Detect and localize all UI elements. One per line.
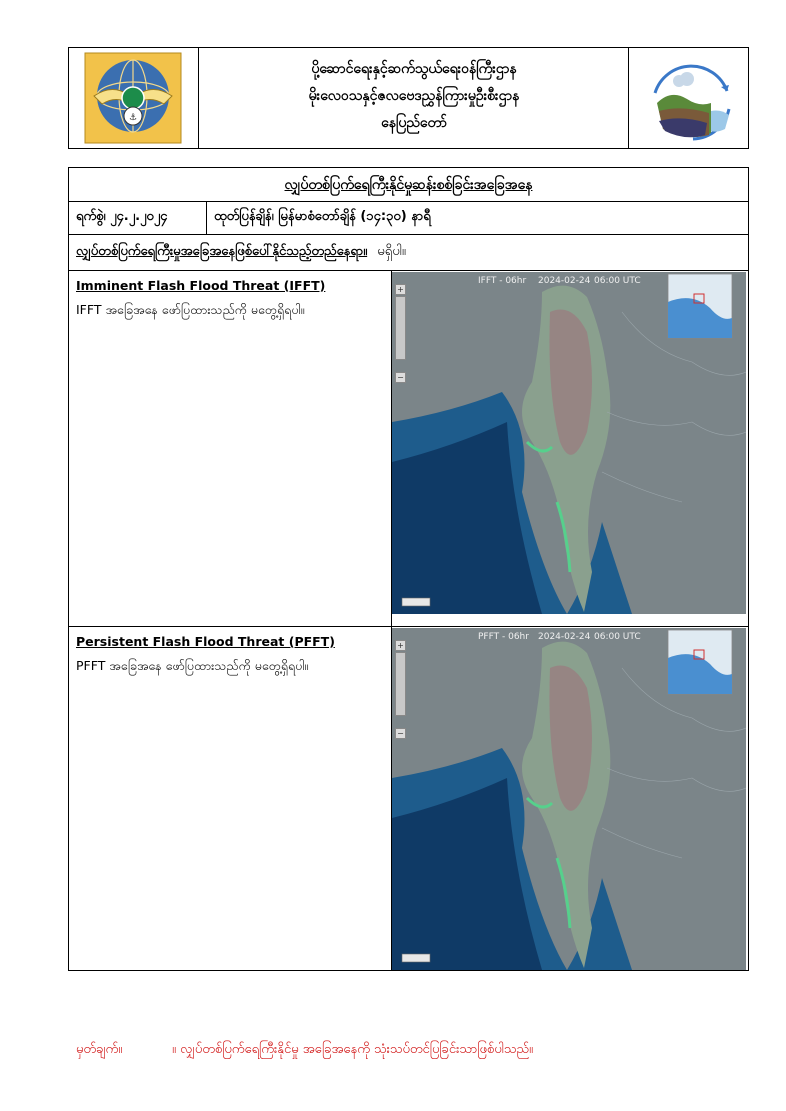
ifft-zoom-out-button[interactable]: − bbox=[395, 372, 406, 383]
letterhead-divider-right bbox=[628, 47, 629, 149]
row-divider-1 bbox=[68, 201, 749, 202]
ifft-title: Imminent Flash Flood Threat (IFFT) bbox=[76, 278, 326, 293]
flood-area-row bbox=[76, 243, 406, 262]
ifft-map-time: 06:00 UTC bbox=[594, 276, 641, 286]
ifft-map bbox=[392, 272, 746, 614]
hydrology-cycle-logo bbox=[641, 55, 741, 145]
footer-note-text: ။ လျှပ်တစ်ပြက်ရေကြီးနိုင်မှု အခြေအနေကို သုံးသပ်တင်ပြခြင်းသာဖြစ်ပါသည်။ bbox=[172, 1042, 533, 1057]
flood-area-label: လျှပ်တစ်ပြက်ရေကြီးမှုအခြေအနေဖြစ်ပေါ်နိုင်သည့်တည်နေရာ။ bbox=[76, 244, 368, 259]
row-divider-4 bbox=[68, 626, 749, 627]
city-name: နေပြည်တော် bbox=[381, 115, 447, 131]
flood-area-value: မရှိပါ။ bbox=[377, 244, 406, 259]
ifft-map-title: IFFT - 06hr bbox=[478, 276, 527, 286]
ifft-zoom-in-button[interactable]: + bbox=[395, 284, 406, 295]
pfft-map-title: PFFT - 06hr bbox=[478, 632, 529, 642]
svg-text:⚓: ⚓ bbox=[128, 113, 138, 123]
footer-note-label: မှတ်ချက်။ bbox=[76, 1042, 123, 1057]
report-date: ရက်စွဲ၊ ၂၄.၂.၂၀၂၄ bbox=[76, 209, 168, 224]
date-column-divider bbox=[206, 201, 207, 234]
row-divider-2 bbox=[68, 234, 749, 235]
ministry-name: ပို့ဆောင်ရေးနှင့်ဆက်သွယ်ရေးဝန်ကြီးဌာန bbox=[311, 61, 517, 77]
ministry-emblem-logo bbox=[84, 52, 182, 144]
ifft-map-date: 2024-02-24 bbox=[538, 276, 591, 286]
letterhead-divider-left bbox=[198, 47, 199, 149]
pfft-zoom-in-button[interactable]: + bbox=[395, 640, 406, 651]
issue-time: ထုတ်ပြန်ချိန်၊ မြန်မာစံတော်ချိန် (၁၄:၃၀) နာရီ bbox=[214, 209, 431, 224]
pfft-body: PFFT အခြေအနေ ဖော်ပြထားသည်ကို မတွေ့ရှိရပါ။ bbox=[76, 658, 309, 673]
ifft-zoom-slider[interactable] bbox=[395, 296, 406, 360]
pfft-map-date: 2024-02-24 bbox=[538, 632, 591, 642]
report-title: လျှပ်တစ်ပြက်ရေကြီးနိုင်မှုဆန်းစစ်ခြင်းအခြေအနေ bbox=[284, 177, 533, 193]
department-name: မိုးလေဝသနှင့်ဇလဗေဒညွှန်ကြားမှုဦးစီးဌာန bbox=[308, 88, 520, 104]
pfft-title: Persistent Flash Flood Threat (PFFT) bbox=[76, 634, 335, 649]
pfft-map bbox=[392, 628, 746, 970]
ifft-body: IFFT အခြေအနေ ဖော်ပြထားသည်ကို မတွေ့ရှိရပါ။ bbox=[76, 302, 305, 317]
pfft-zoom-out-button[interactable]: − bbox=[395, 728, 406, 739]
pfft-zoom-slider[interactable] bbox=[395, 652, 406, 716]
row-divider-3 bbox=[68, 270, 749, 271]
pfft-map-time: 06:00 UTC bbox=[594, 632, 641, 642]
